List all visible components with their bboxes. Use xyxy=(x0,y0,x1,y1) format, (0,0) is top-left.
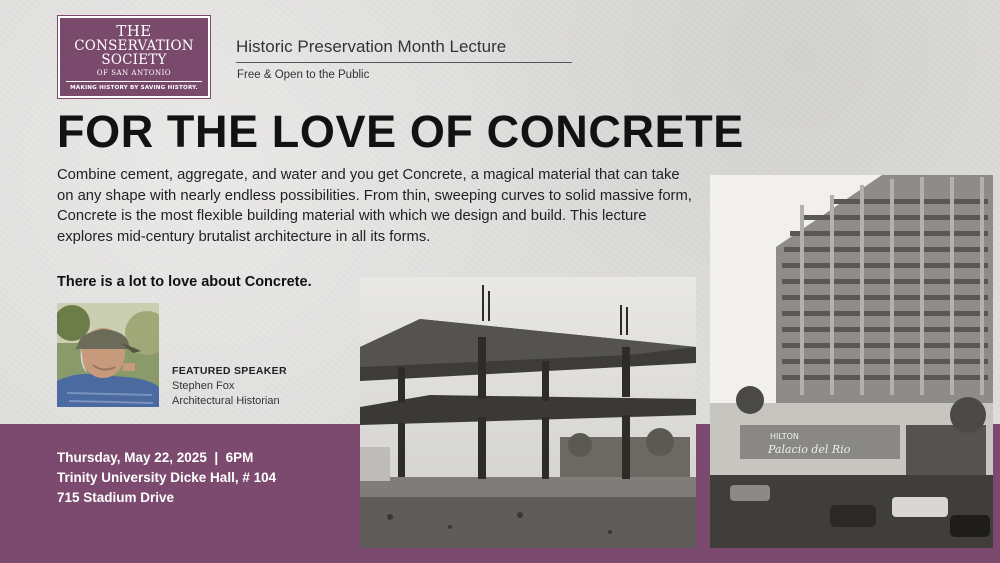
speaker-photo xyxy=(57,303,159,407)
lecture-description: Combine cement, aggregate, and water and you get Concrete, a magical material that can take on any shape with nearly endless possibilities. From thin, sweeping curves to solid massive form, Concrete is the most flexible building material with which we design and build. This lecture explores mid-century brutalist architecture in all its forms. xyxy=(57,167,692,245)
logo-tagline: MAKING HISTORY BY SAVING HISTORY. xyxy=(70,84,198,91)
event-address: 715 Stadium Drive xyxy=(57,490,175,505)
hotel-sign-line-1: HILTON xyxy=(770,432,799,441)
lecture-tagline: There is a lot to love about Concrete. xyxy=(57,274,312,290)
page-title: FOR THE LOVE OF CONCRETE xyxy=(57,106,744,157)
logo-line-2: CONSERVATION xyxy=(74,37,194,54)
speaker-name: Stephen Fox xyxy=(172,380,235,392)
header-divider xyxy=(236,62,572,63)
featured-speaker-label: FEATURED SPEAKER xyxy=(172,365,287,377)
concrete-construction-photo xyxy=(360,277,696,548)
admission-note: Free & Open to the Public xyxy=(237,69,370,81)
logo-line-4: OF SAN ANTONIO xyxy=(96,68,172,77)
hotel-sign-line-2: Palacio del Rio xyxy=(768,443,851,456)
conservation-society-logo xyxy=(58,16,210,98)
logo-divider xyxy=(66,81,202,82)
concrete-slab-image xyxy=(360,277,696,548)
hilton-palacio-del-rio-photo xyxy=(710,175,993,548)
logo-line-1: THE xyxy=(116,21,152,40)
hotel-building-image xyxy=(710,175,993,548)
speaker-portrait-image xyxy=(57,303,159,407)
speaker-role: Architectural Historian xyxy=(172,395,280,407)
event-datetime: Thursday, May 22, 2025 | 6PM xyxy=(57,450,254,465)
event-venue: Trinity University Dicke Hall, # 104 xyxy=(57,470,277,485)
lecture-series-title: Historic Preservation Month Lecture xyxy=(236,37,507,56)
logo-line-3: SOCIETY xyxy=(101,52,167,68)
